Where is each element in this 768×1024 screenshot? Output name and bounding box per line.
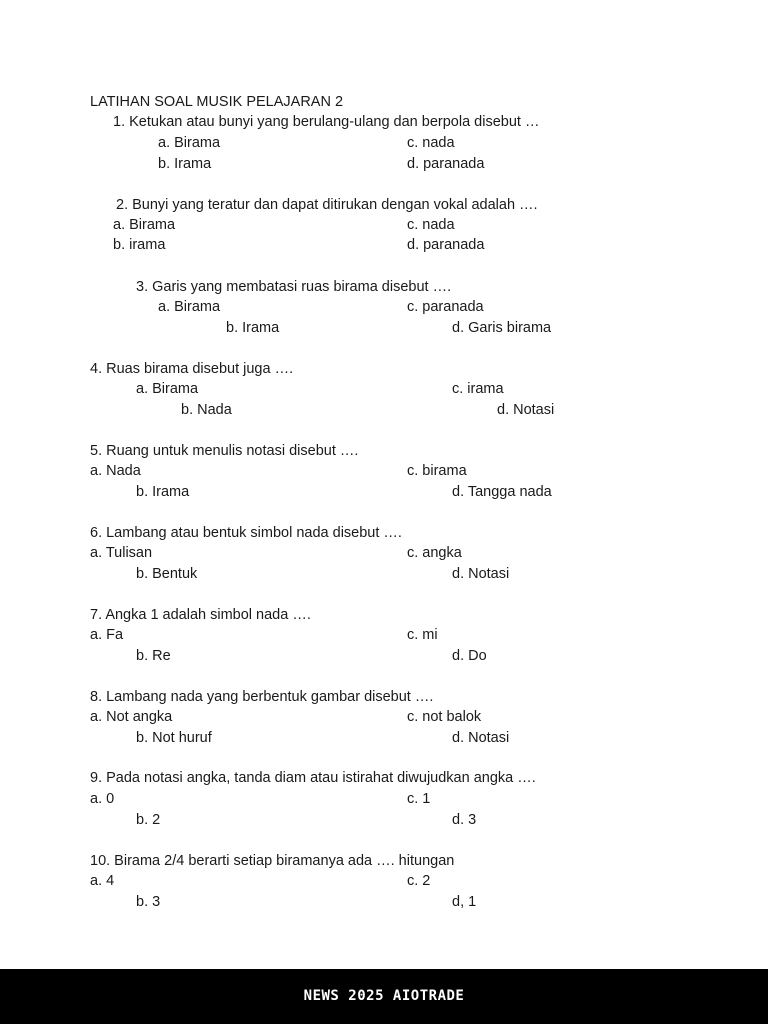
- option-b: b. Re: [136, 648, 171, 664]
- option-d: d. Garis birama: [452, 320, 552, 336]
- option-c: c. angka: [407, 545, 462, 561]
- option-c: c. birama: [407, 463, 467, 479]
- option-c: c. 1: [407, 791, 431, 807]
- option-b: b. Irama: [226, 320, 280, 336]
- option-a: a. 4: [90, 873, 115, 889]
- option-c: c. 2: [407, 873, 431, 889]
- option-b: b. Irama: [136, 484, 190, 500]
- option-c: c. irama: [452, 381, 504, 397]
- option-a: a. Fa: [90, 627, 124, 643]
- option-b: b. Nada: [181, 402, 232, 418]
- option-a: a. Tulisan: [90, 545, 153, 561]
- option-d: d, 1: [452, 894, 477, 910]
- option-d: d. Notasi: [497, 402, 555, 418]
- question-text: 3. Garis yang membatasi ruas birama disebut ….: [136, 279, 452, 295]
- option-c: c. nada: [407, 217, 455, 233]
- question-text: 8. Lambang nada yang berbentuk gambar disebut ….: [90, 689, 434, 705]
- question-text: 7. Angka 1 adalah simbol nada ….: [90, 607, 311, 623]
- option-b: b. 2: [136, 812, 161, 828]
- option-d: d. Do: [452, 648, 487, 664]
- document-title: LATIHAN SOAL MUSIK PELAJARAN 2: [90, 94, 344, 110]
- option-a: a. 0: [90, 791, 115, 807]
- option-a: a. Birama: [158, 135, 221, 151]
- question-text: 5. Ruang untuk menulis notasi disebut ….: [90, 443, 359, 459]
- option-d: d. paranada: [407, 237, 485, 253]
- option-c: c. not balok: [407, 709, 482, 725]
- option-d: d. Notasi: [452, 730, 510, 746]
- question-text: 1. Ketukan atau bunyi yang berulang-ulang dan berpola disebut …: [113, 114, 540, 130]
- option-d: d. 3: [452, 812, 477, 828]
- option-b: b. irama: [113, 237, 166, 253]
- option-b: b. Not huruf: [136, 730, 212, 746]
- question-text: 4. Ruas birama disebut juga ….: [90, 361, 294, 377]
- question-text: 6. Lambang atau bentuk simbol nada disebut ….: [90, 525, 402, 541]
- option-d: d. paranada: [407, 156, 485, 172]
- footer-text: NEWS 2025 AIOTRADE: [303, 988, 465, 1004]
- option-b: b. 3: [136, 894, 161, 910]
- option-d: d. Notasi: [452, 566, 510, 582]
- option-a: a. Birama: [113, 217, 176, 233]
- question-text: 10. Birama 2/4 berarti setiap biramanya ada …. hitungan: [90, 853, 455, 869]
- option-c: c. paranada: [407, 299, 484, 315]
- question-text: 2. Bunyi yang teratur dan dapat ditirukan dengan vokal adalah ….: [116, 197, 538, 213]
- option-c: c. nada: [407, 135, 455, 151]
- footer-banner: [0, 969, 768, 1024]
- option-b: b. Bentuk: [136, 566, 198, 582]
- option-a: a. Nada: [90, 463, 141, 479]
- option-c: c. mi: [407, 627, 438, 643]
- option-a: a. Not angka: [90, 709, 173, 725]
- question-text: 9. Pada notasi angka, tanda diam atau istirahat diwujudkan angka ….: [90, 770, 536, 786]
- option-a: a. Birama: [136, 381, 199, 397]
- option-d: d. Tangga nada: [452, 484, 552, 500]
- option-b: b. Irama: [158, 156, 212, 172]
- option-a: a. Birama: [158, 299, 221, 315]
